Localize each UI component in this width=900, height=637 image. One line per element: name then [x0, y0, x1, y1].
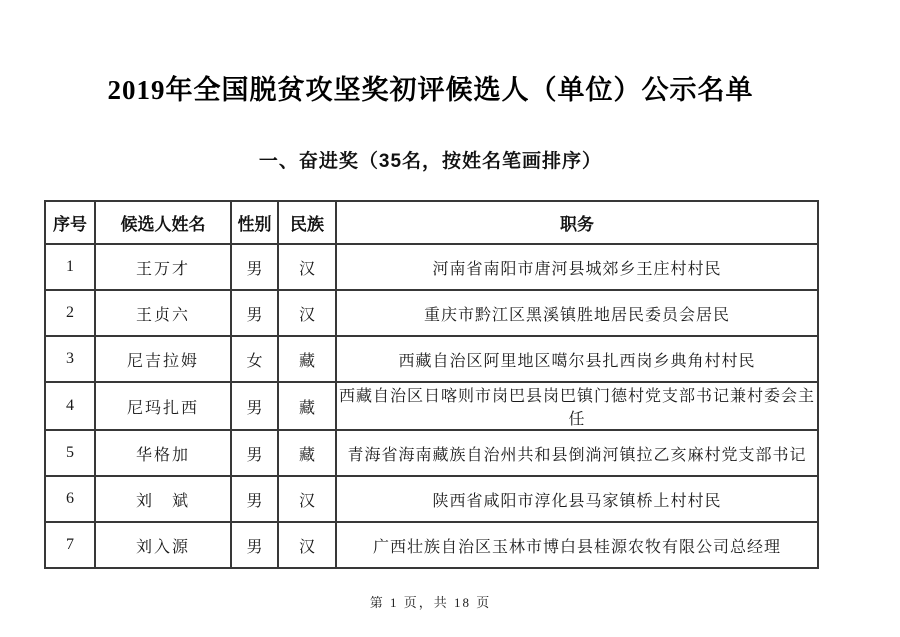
header-cell-gender: 性别 — [231, 201, 278, 244]
candidates-table — [44, 200, 819, 569]
cell-serial: 3 — [45, 336, 95, 382]
cell-name: 王贞六 — [95, 290, 231, 336]
table-row — [45, 336, 818, 382]
cell-serial: 6 — [45, 476, 95, 522]
page-title: 2019年全国脱贫攻坚奖初评候选人（单位）公示名单 — [107, 75, 754, 105]
cell-position: 河南省南阳市唐河县城郊乡王庄村村民 — [336, 244, 818, 290]
cell-serial: 7 — [45, 522, 95, 568]
cell-serial: 5 — [45, 430, 95, 476]
cell-name: 尼玛扎西 — [95, 382, 231, 430]
cell-name: 王万才 — [95, 244, 231, 290]
cell-name: 刘 斌 — [95, 476, 231, 522]
cell-serial: 2 — [45, 290, 95, 336]
section-heading: 一、奋进奖（35名，按姓名笔画排序） — [258, 151, 603, 172]
cell-position: 陕西省咸阳市淳化县马家镇桥上村村民 — [336, 476, 818, 522]
cell-gender: 女 — [231, 336, 278, 382]
table-row — [45, 290, 818, 336]
cell-gender: 男 — [231, 244, 278, 290]
cell-serial: 1 — [45, 244, 95, 290]
header-cell-serial: 序号 — [45, 201, 95, 244]
cell-gender: 男 — [231, 430, 278, 476]
cell-ethnicity: 汉 — [278, 476, 336, 522]
cell-ethnicity: 汉 — [278, 244, 336, 290]
cell-position: 西藏自治区日喀则市岗巴县岗巴镇门德村党支部书记兼村委会主任 — [336, 382, 818, 430]
table-row — [45, 476, 818, 522]
header-cell-position: 职务 — [336, 201, 818, 244]
table-row — [45, 244, 818, 290]
cell-ethnicity: 藏 — [278, 382, 336, 430]
page-number: 第 1 页，共 18 页 — [369, 595, 492, 610]
header-cell-ethnicity: 民族 — [278, 201, 336, 244]
cell-gender: 男 — [231, 382, 278, 430]
cell-gender: 男 — [231, 476, 278, 522]
cell-position: 青海省海南藏族自治州共和县倒淌河镇拉乙亥麻村党支部书记 — [336, 430, 818, 476]
cell-ethnicity: 汉 — [278, 522, 336, 568]
cell-gender: 男 — [231, 522, 278, 568]
table-row — [45, 522, 818, 568]
cell-position: 重庆市黔江区黑溪镇胜地居民委员会居民 — [336, 290, 818, 336]
cell-name: 华格加 — [95, 430, 231, 476]
table-row — [45, 430, 818, 476]
document-content — [44, 0, 817, 611]
cell-serial: 4 — [45, 382, 95, 430]
cell-position: 西藏自治区阿里地区噶尔县扎西岗乡典角村村民 — [336, 336, 818, 382]
cell-ethnicity: 藏 — [278, 336, 336, 382]
table-row — [45, 382, 818, 430]
cell-name: 尼吉拉姆 — [95, 336, 231, 382]
cell-name: 刘入源 — [95, 522, 231, 568]
cell-ethnicity: 汉 — [278, 290, 336, 336]
header-cell-name: 候选人姓名 — [95, 201, 231, 244]
cell-position: 广西壮族自治区玉林市博白县桂源农牧有限公司总经理 — [336, 522, 818, 568]
table-header-row — [45, 201, 818, 244]
cell-ethnicity: 藏 — [278, 430, 336, 476]
cell-gender: 男 — [231, 290, 278, 336]
